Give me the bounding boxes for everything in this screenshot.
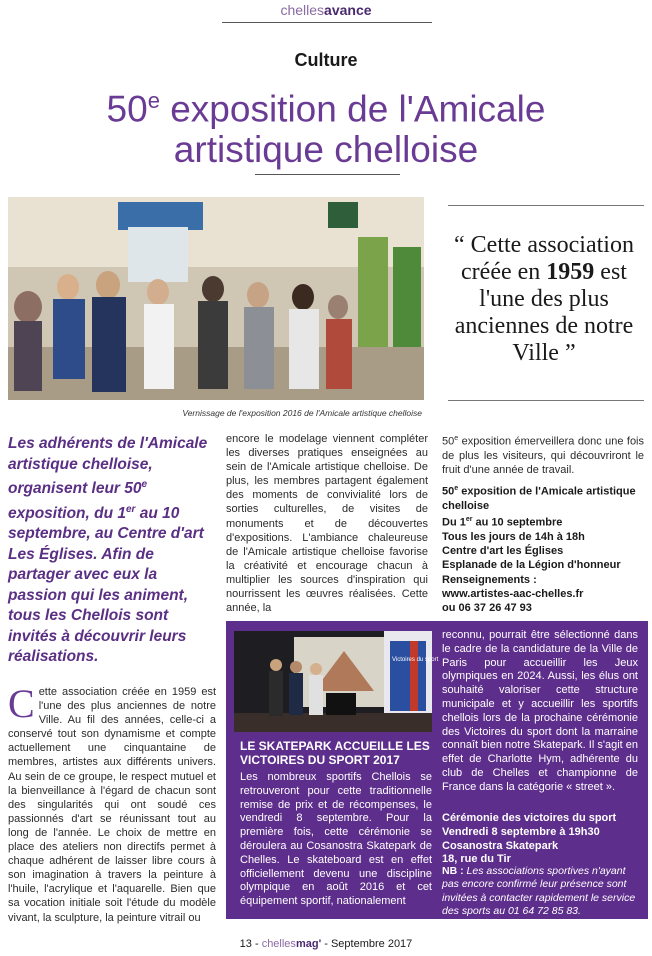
note-text: Les associations sportives n'ayant pas encore confirmé leur présence sont invitées à contacter rapidement le service des sports au 01 64 72 85 83. [442,865,636,918]
masthead [0,2,652,18]
pull-quote [440,232,648,367]
info-dates [442,513,646,530]
event-address: 18, rue du Tir [442,853,511,866]
footer-issue: - Septembre 2017 [321,938,413,950]
photo-caption: Vernissage de l'exposition 2016 de l'Amicale artistique chelloise [182,408,422,418]
lead-sup2: er [125,503,136,515]
info-phone: ou 06 37 26 47 93 [442,601,532,614]
sport-event-details [442,812,638,867]
page-title [40,80,612,170]
quote-rule-top [448,205,644,206]
rubric: Culture [294,50,358,70]
lead-part1: Les adhérents de l'Amicale artistique chelloise, organisent leur 50 [8,435,208,498]
title-rest: exposition de l'Amicale artistique chelloise [159,88,546,171]
info-hours: Tous les jours de 14h à 18h [442,530,585,543]
col3-sup: e [454,435,459,442]
footer-mag-light: chelles [261,938,296,950]
body-column-1 [8,681,216,925]
lead-paragraph [8,434,216,668]
info-title-num: 50 [442,485,455,498]
body-column-3 [442,432,644,477]
page-footer [0,938,652,950]
info-contact-label: Renseignements : [442,573,537,586]
sport-column-2: reconnu, pourrait être sélectionné dans le cadre de la candidature de la Ville de Paris pour accueillir les Jeux olympiques en 2024. Aussi, les élus ont souhaité valoriser cette structure municipale et y accueillir les sportifs chellois lors de la prochaine cérémonie des Victoires du sport dont la marraine connaît bien notre Skatepark. Il s'agit en effet de Charlotte Hym, adhérente du club de Chelles et championne de France dans la catégorie « street ». [442,629,638,793]
drop-cap: C [8,681,35,726]
lead-part3: au 10 septembre, au Centre d'art Les Églises. Afin de partager avec eux la passion qui les animent, tous les Chellois sont invités à découvrir leurs réalisations. [8,504,204,666]
info-title [442,482,646,513]
footer-mag-bold: mag [295,938,319,950]
quote-rule-bottom [448,400,644,401]
info-website-link[interactable]: www.artistes-aac-chelles.fr [442,587,584,600]
sport-box [226,621,648,919]
masthead-light: chelles [280,2,325,18]
masthead-rule [222,22,432,23]
col3-text: exposition émerveillera donc une fois de plus les visiteurs, qui découvriront le fruit d'une année de travail. [442,435,644,476]
title-number: 50 [106,88,148,130]
sport-heading: LE SKATEPARK ACCUEILLE LES VICTOIRES DU SPORT 2017 [240,739,430,767]
banner-text: Victoires du sport [392,657,439,663]
info-title-text: exposition de l'Amicale artistique chelloise [442,485,636,512]
body-column-2: encore le modelage viennent compléter les diverses pratiques enseignées au sein de l'Amicale artistique chelloise. De plus, les membres partagent également des moments de convivialité lors de sorties culturelles, de visites de monuments et de découvertes d'expositions. L'ambiance chaleureuse de l'Amicale artistique chelloise favorise la créativité et encourage chacun à multiplier les sources d'inspiration qui nourrissent les œuvres réalisées. Cette année, la [226,433,428,615]
ceremony-photo [234,631,439,732]
info-dates-b: au 10 septembre [472,516,563,529]
info-address: Esplanade de la Légion d'honneur [442,559,621,572]
masthead-bold: avance [324,2,372,18]
event-date: Vendredi 8 septembre à 19h30 [442,825,600,838]
info-title-sup: e [454,485,459,492]
event-info [442,482,646,615]
exhibition-photo [8,197,424,400]
body-column-1-text: ette association créée en 1959 est l'une des plus anciennes de notre Ville. Au fil des années, celle-ci a conservé tout son dynamisme et compte actuellement une cinquantaine de membres, artistes aux différents univers. Au sein de ce groupe, le respect mutuel et la bienveillance à l'égard de chacun sont des singularités qui ont soudé ces passionnés d'art se réunissant tout au long de l'année. Le choix de mettre en place des ateliers non directifs permet à chaque adhérent de laisser libre cours à son imagination à travers la peinture à l'huile, l'acrylique et l'aquarelle. Bien que sa vocation initiale soit l'étude du modèle vivant, la sculpture, la peinture vitrail ou [8,686,216,924]
event-title: Cérémonie des victoires du sport [442,812,617,824]
info-venue: Centre d'art les Églises [442,545,564,558]
lead-part2: exposition, du 1 [8,504,126,522]
quote-open: “ Cette association créée en [454,232,634,285]
event-place: Cosanostra Skatepark [442,839,559,852]
sport-note [442,865,638,919]
title-rule [255,174,400,175]
footer-mag-tick: ' [318,938,322,950]
lead-sup1: e [141,479,148,490]
col3-num: 50 [442,435,455,448]
title-sup: e [147,88,160,113]
footer-page: 13 - [239,938,262,950]
quote-year: 1959 [546,259,595,285]
info-dates-sup: er [465,516,473,524]
quote-close: est l'une des plus anciennes de notre Ville ” [454,259,634,366]
sport-column-1: Les nombreux sportifs Chellois se retrouveront pour cette traditionnelle remise de prix et de récompenses, le vendredi 8 septembre. Pour la première fois, cette cérémonie se déroulera au Cosanostra Skatepark de Chelles. Le skateboard est en effet officiellement devenu une discipline olympique en août 2016 et cet équipement sportif, nationalement [240,771,432,908]
info-dates-a: Du 1 [442,516,466,529]
note-label: NB : [442,865,464,877]
